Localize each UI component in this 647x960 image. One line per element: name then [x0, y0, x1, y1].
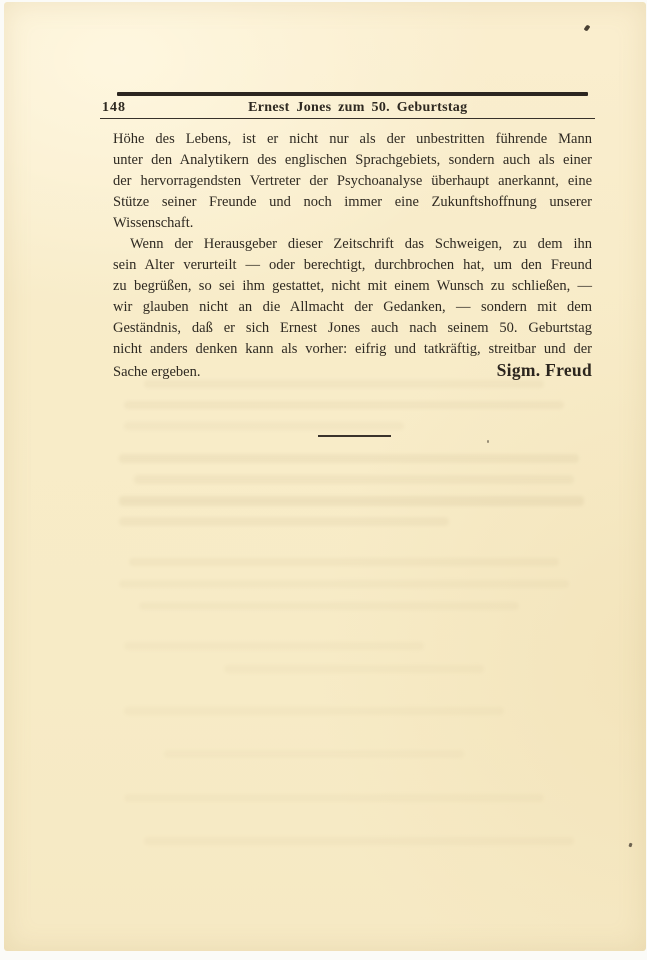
- paragraph-1: [113, 129, 592, 234]
- text-line: nicht anders denken kann als vorher: eifrig und tatkräftig, streitbar und der: [113, 341, 592, 357]
- paragraph-2: [113, 234, 592, 383]
- text-line: der hervorragendsten Vertreter der Psychoanalyse überhaupt anerkannt, eine: [113, 173, 592, 189]
- text-line: Geständnis, daß er sich Ernest Jones auch nach seinem 50. Geburtstag: [113, 320, 592, 336]
- text-line: sein Alter verurteilt — oder berechtigt, durchbrochen hat, um den Freund: [113, 257, 592, 273]
- page-header: [102, 100, 596, 117]
- ink-speck: [628, 843, 632, 848]
- body-text: [113, 129, 592, 383]
- ink-speck: [584, 24, 591, 31]
- page-number: 148: [102, 100, 126, 115]
- header-rule-thick: [117, 92, 588, 96]
- book-page: [4, 2, 646, 951]
- closing-line: [113, 360, 592, 383]
- header-rule-thin: [100, 118, 595, 119]
- text-line: Stütze seiner Freunde und noch immer eine Zukunftshoffnung unserer: [113, 194, 592, 210]
- text-line: Sache ergeben.: [113, 364, 201, 380]
- running-title: Ernest Jones zum 50. Geburtstag: [248, 100, 468, 115]
- text-line: zu begrüßen, so sei ihm gestattet, nicht mit einem Wunsch zu schließen, —: [113, 278, 592, 294]
- text-line: Wissenschaft.: [113, 215, 194, 231]
- ink-speck: [487, 440, 489, 443]
- text-line: unter den Analytikern des englischen Sprachgebiets, sondern auch als einer: [113, 152, 592, 168]
- signature: Sigm. Freud: [496, 360, 592, 380]
- text-line: wir glauben nicht an die Allmacht der Gedanken, — sondern mit dem: [113, 299, 592, 315]
- section-divider-rule: [318, 435, 391, 437]
- text-line: Wenn der Herausgeber dieser Zeitschrift das Schweigen, zu dem ihn: [130, 236, 592, 252]
- text-line: Höhe des Lebens, ist er nicht nur als der unbestritten führende Mann: [113, 131, 592, 147]
